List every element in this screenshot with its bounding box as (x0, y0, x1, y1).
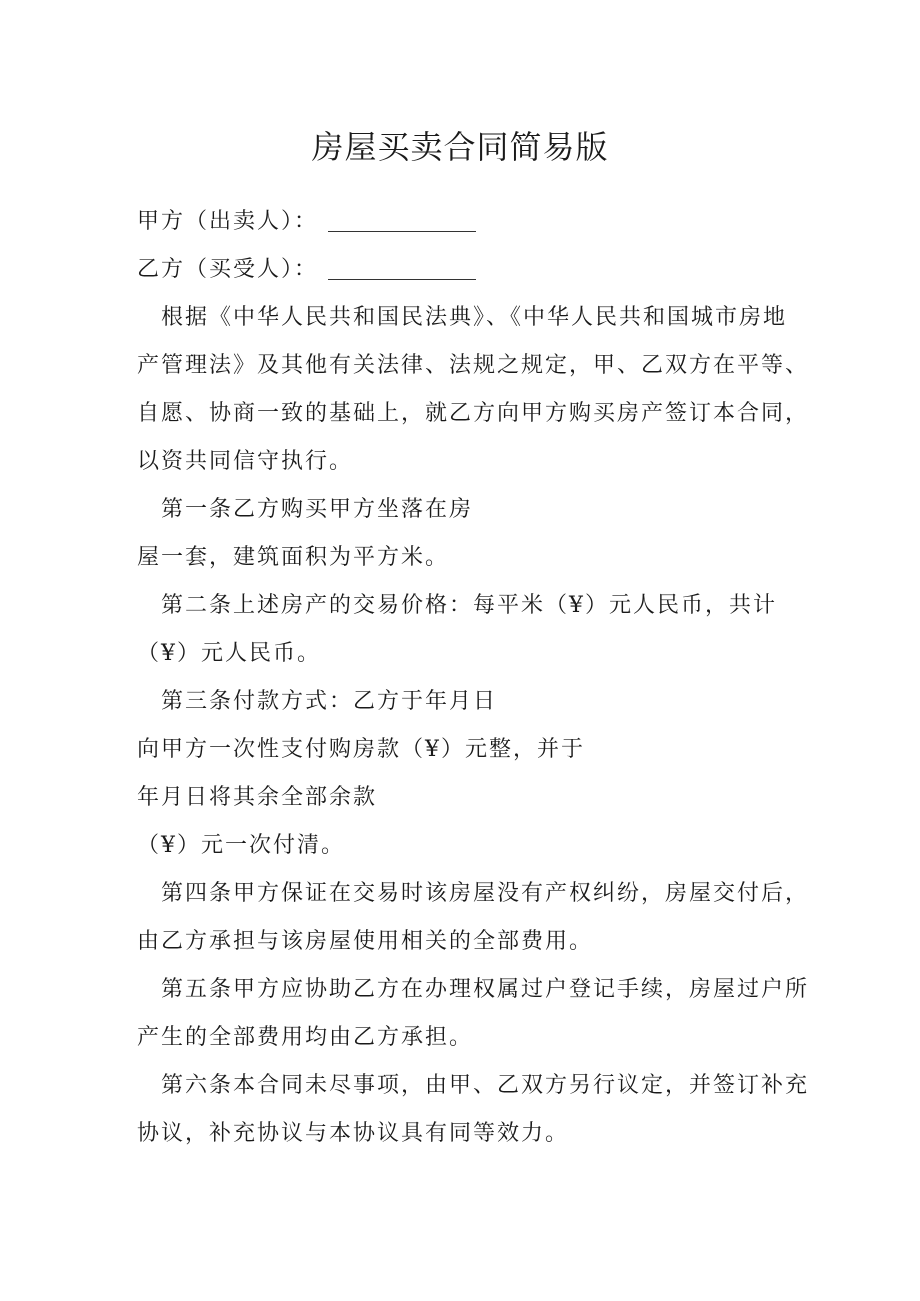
clause-2-line: （¥）元人民币。 (137, 641, 321, 666)
clause-3-line: 向甲方一次性支付购房款（¥）元整，并于 (137, 737, 585, 762)
document-title: 房屋买卖合同简易版 (311, 128, 609, 166)
party-b-blank-line (328, 279, 476, 280)
body-line: 以资共同信守执行。 (137, 449, 354, 474)
party-a-label: 甲方（出卖人）： (137, 209, 319, 234)
clause-5-line: 产生的全部费用均由乙方承担。 (137, 1025, 474, 1050)
clause-3-line: 年月日将其余全部余款 (137, 785, 378, 810)
clause-1-line: 第一条乙方购买甲方坐落在房 (137, 497, 474, 522)
body-line: 根据《中华人民共和国民法典》、《中华人民共和国城市房地 (137, 305, 788, 330)
clause-4-line: 由乙方承担与该房屋使用相关的全部费用。 (137, 929, 594, 954)
clause-5-line: 第五条甲方应协助乙方在办理权属过户登记手续，房屋过户所 (137, 977, 810, 1002)
clause-6-line: 协议，补充协议与本协议具有同等效力。 (137, 1121, 570, 1146)
party-a-blank-line (328, 231, 476, 232)
clause-1-line: 屋一套，建筑面积为平方米。 (137, 545, 450, 570)
body-line: 产管理法》及其他有关法律、法规之规定，甲、乙双方在平等、 (137, 353, 810, 378)
clause-4-line: 第四条甲方保证在交易时该房屋没有产权纠纷，房屋交付后， (137, 881, 810, 906)
party-b-label: 乙方（买受人）： (137, 257, 319, 282)
body-line: 自愿、协商一致的基础上，就乙方向甲方购买房产签订本合同， (137, 401, 810, 426)
clause-3-line: （¥）元一次付清。 (137, 833, 345, 858)
clause-2-line: 第二条上述房产的交易价格：每平米（¥）元人民币，共计 (137, 593, 777, 618)
clause-3-line: 第三条付款方式：乙方于年月日 (137, 689, 498, 714)
clause-6-line: 第六条本合同未尽事项，由甲、乙双方另行议定，并签订补充 (137, 1073, 810, 1098)
